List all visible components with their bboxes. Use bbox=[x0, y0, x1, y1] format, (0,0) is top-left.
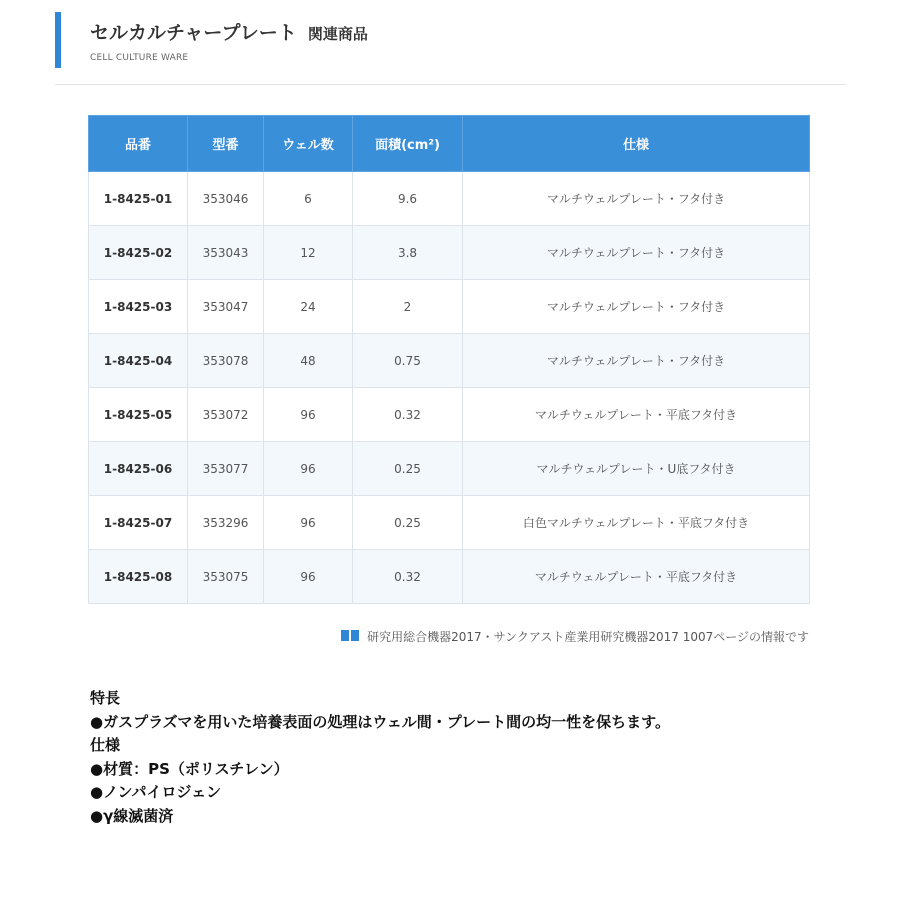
table-row bbox=[89, 496, 810, 550]
table-row bbox=[89, 334, 810, 388]
page-subtitle: CELL CULTURE WARE bbox=[90, 53, 189, 63]
cell-well-count: 96 bbox=[264, 442, 353, 496]
cell-spec: マルチウェルプレート・フタ付き bbox=[463, 172, 810, 226]
table-row bbox=[89, 550, 810, 604]
catalog-note bbox=[88, 628, 809, 645]
cell-area: 2 bbox=[353, 280, 463, 334]
column-header-part-number: 品番 bbox=[89, 116, 188, 172]
cell-area: 3.8 bbox=[353, 226, 463, 280]
spec-item: ●γ線滅菌済 bbox=[90, 806, 174, 825]
cell-part-number: 1-8425-08 bbox=[89, 550, 188, 604]
cell-area: 0.75 bbox=[353, 334, 463, 388]
cell-model-number: 353043 bbox=[188, 226, 264, 280]
cell-model-number: 353047 bbox=[188, 280, 264, 334]
cell-well-count: 6 bbox=[264, 172, 353, 226]
column-header-area: 面積(cm²) bbox=[353, 116, 463, 172]
cell-spec: マルチウェルプレート・フタ付き bbox=[463, 334, 810, 388]
cell-part-number: 1-8425-06 bbox=[89, 442, 188, 496]
cell-model-number: 353046 bbox=[188, 172, 264, 226]
table-row bbox=[89, 172, 810, 226]
features-section bbox=[90, 687, 870, 828]
cell-well-count: 48 bbox=[264, 334, 353, 388]
cell-well-count: 12 bbox=[264, 226, 353, 280]
cell-area: 0.25 bbox=[353, 442, 463, 496]
cell-part-number: 1-8425-03 bbox=[89, 280, 188, 334]
cell-spec: マルチウェルプレート・U底フタ付き bbox=[463, 442, 810, 496]
cell-spec: 白色マルチウェルプレート・平底フタ付き bbox=[463, 496, 810, 550]
spec-item: ●材質：PS（ポリスチレン） bbox=[90, 759, 289, 778]
cell-part-number: 1-8425-04 bbox=[89, 334, 188, 388]
feature-item: ●ガスプラズマを用いた培養表面の処理はウェル間・プレート間の均一性を保ちます。 bbox=[90, 712, 670, 731]
catalog-note-text: 研究用総合機器2017・サンクアスト産業用研究機器2017 1007ページの情報です bbox=[367, 630, 809, 644]
cell-part-number: 1-8425-02 bbox=[89, 226, 188, 280]
cell-spec: マルチウェルプレート・フタ付き bbox=[463, 280, 810, 334]
page-header bbox=[55, 12, 846, 85]
table-header-row bbox=[89, 116, 810, 172]
cell-part-number: 1-8425-07 bbox=[89, 496, 188, 550]
column-header-well-count: ウェル数 bbox=[264, 116, 353, 172]
page-title-suffix: 関連商品 bbox=[307, 25, 368, 43]
blue-squares-icon bbox=[339, 630, 359, 644]
page-title: セルカルチャープレート bbox=[90, 22, 297, 44]
table-row bbox=[89, 226, 810, 280]
table-row bbox=[89, 388, 810, 442]
cell-model-number: 353078 bbox=[188, 334, 264, 388]
cell-area: 0.32 bbox=[353, 550, 463, 604]
cell-model-number: 353077 bbox=[188, 442, 264, 496]
cell-well-count: 96 bbox=[264, 550, 353, 604]
cell-well-count: 24 bbox=[264, 280, 353, 334]
cell-spec: マルチウェルプレート・平底フタ付き bbox=[463, 388, 810, 442]
header-accent-bar bbox=[55, 12, 61, 68]
cell-area: 0.32 bbox=[353, 388, 463, 442]
cell-well-count: 96 bbox=[264, 496, 353, 550]
cell-model-number: 353296 bbox=[188, 496, 264, 550]
column-header-model-number: 型番 bbox=[188, 116, 264, 172]
product-table bbox=[88, 115, 810, 604]
cell-area: 0.25 bbox=[353, 496, 463, 550]
spec-item: ●ノンパイロジェン bbox=[90, 783, 222, 801]
table-row bbox=[89, 442, 810, 496]
cell-spec: マルチウェルプレート・フタ付き bbox=[463, 226, 810, 280]
cell-model-number: 353075 bbox=[188, 550, 264, 604]
column-header-spec: 仕様 bbox=[463, 116, 810, 172]
title-line bbox=[90, 18, 368, 45]
cell-spec: マルチウェルプレート・平底フタ付き bbox=[463, 550, 810, 604]
cell-model-number: 353072 bbox=[188, 388, 264, 442]
cell-part-number: 1-8425-01 bbox=[89, 172, 188, 226]
cell-well-count: 96 bbox=[264, 388, 353, 442]
features-heading: 特長 bbox=[90, 689, 121, 707]
spec-heading: 仕様 bbox=[90, 736, 121, 754]
cell-part-number: 1-8425-05 bbox=[89, 388, 188, 442]
table-row bbox=[89, 280, 810, 334]
cell-area: 9.6 bbox=[353, 172, 463, 226]
